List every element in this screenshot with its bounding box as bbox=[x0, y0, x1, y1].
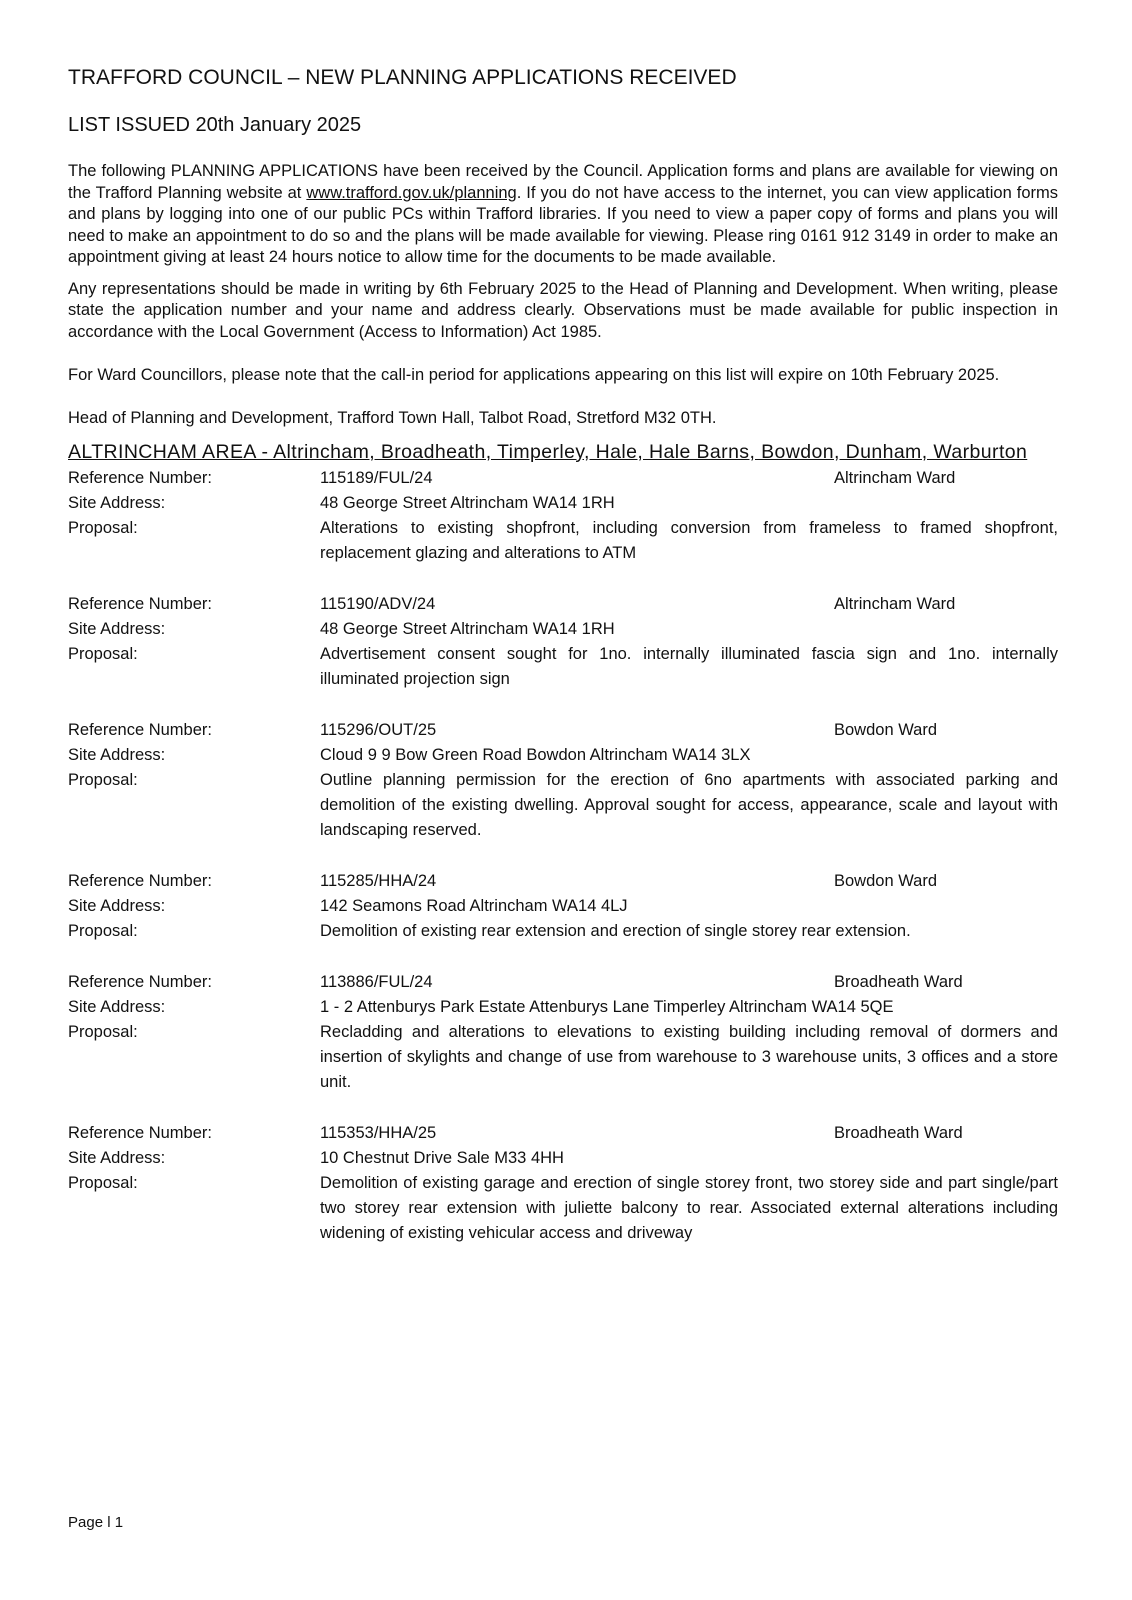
planning-website-link[interactable]: www.trafford.gov.uk/planning bbox=[306, 183, 517, 202]
site-label: Site Address: bbox=[68, 619, 166, 638]
reference-number: 115190/ADV/24 bbox=[320, 594, 436, 613]
reference-number: 115285/HHA/24 bbox=[320, 871, 437, 890]
application-entry bbox=[68, 592, 1058, 692]
page-title: TRAFFORD COUNCIL – NEW PLANNING APPLICATIONS RECEIVED bbox=[68, 66, 737, 89]
site-row bbox=[68, 617, 1058, 642]
proposal-label: Proposal: bbox=[68, 1173, 138, 1192]
reference-row bbox=[68, 970, 1058, 995]
site-label: Site Address: bbox=[68, 745, 166, 764]
proposal-row bbox=[68, 919, 1058, 944]
representations-paragraph: Any representations should be made in writing by 6th February 2025 to the Head of Planning and Development. When writing, please state the application number and your name and address clearly. Observations must be made available for public inspection in accordance with the Local Government (Access to Information) Act 1985. bbox=[68, 279, 1058, 341]
intro-paragraph bbox=[68, 161, 1058, 269]
ward-name: Bowdon Ward bbox=[834, 871, 938, 890]
office-address: Head of Planning and Development, Trafford Town Hall, Talbot Road, Stretford M32 0TH. bbox=[68, 408, 717, 427]
proposal-text: Advertisement consent sought for 1no. internally illuminated fascia sign and 1no. internally illuminated projection sign bbox=[320, 644, 1058, 688]
reference-number: 113886/FUL/24 bbox=[320, 972, 433, 991]
site-address: 142 Seamons Road Altrincham WA14 4LJ bbox=[320, 896, 628, 915]
document-page bbox=[68, 66, 1058, 1272]
reference-label: Reference Number: bbox=[68, 1123, 212, 1142]
proposal-row bbox=[68, 642, 1058, 692]
applications-list bbox=[68, 466, 1058, 1246]
site-row bbox=[68, 894, 1058, 919]
proposal-row bbox=[68, 516, 1058, 566]
application-entry bbox=[68, 466, 1058, 566]
call-in-paragraph: For Ward Councillors, please note that the call-in period for applications appearing on this list will expire on 10th February 2025. bbox=[68, 366, 1000, 384]
proposal-text: Demolition of existing rear extension and erection of single storey rear extension. bbox=[320, 921, 911, 940]
application-entry bbox=[68, 970, 1058, 1095]
site-address: 10 Chestnut Drive Sale M33 4HH bbox=[320, 1148, 564, 1167]
proposal-text: Recladding and alterations to elevations to existing building including removal of dormers and insertion of skylights and change of use from warehouse to 3 warehouse units, 3 offices and a store unit. bbox=[320, 1022, 1058, 1091]
intro-text-start: The following PLANNING APPLICATIONS have been received by the Council. Application forms and plans are available for viewing on the Trafford Planning website at bbox=[68, 162, 1058, 202]
ward-name: Broadheath Ward bbox=[834, 972, 963, 991]
site-label: Site Address: bbox=[68, 493, 166, 512]
reference-row bbox=[68, 1121, 1058, 1146]
proposal-label: Proposal: bbox=[68, 518, 138, 537]
reference-row bbox=[68, 592, 1058, 617]
proposal-text: Demolition of existing garage and erection of single storey front, two storey side and part single/part two storey rear extension with juliette balcony to rear. Associated external alterations including widening of existing vehicular access and driveway bbox=[320, 1173, 1058, 1242]
reference-label: Reference Number: bbox=[68, 871, 212, 890]
reference-number: 115353/HHA/25 bbox=[320, 1123, 437, 1142]
proposal-row bbox=[68, 768, 1058, 843]
site-row bbox=[68, 743, 1058, 768]
application-entry bbox=[68, 718, 1058, 843]
page-number: Page l 1 bbox=[68, 1514, 124, 1531]
site-address: 48 George Street Altrincham WA14 1RH bbox=[320, 619, 615, 638]
issue-date: LIST ISSUED 20th January 2025 bbox=[68, 114, 362, 136]
proposal-row bbox=[68, 1020, 1058, 1095]
ward-name: Bowdon Ward bbox=[834, 720, 938, 739]
reference-label: Reference Number: bbox=[68, 972, 212, 991]
reference-row bbox=[68, 466, 1058, 491]
reference-label: Reference Number: bbox=[68, 720, 212, 739]
site-address: 48 George Street Altrincham WA14 1RH bbox=[320, 493, 615, 512]
site-row bbox=[68, 995, 1058, 1020]
proposal-row bbox=[68, 1171, 1058, 1246]
application-entry bbox=[68, 869, 1058, 944]
proposal-text: Alterations to existing shopfront, including conversion from frameless to framed shopfront, replacement glazing and alterations to ATM bbox=[320, 518, 1058, 562]
area-heading: ALTRINCHAM AREA - Altrincham, Broadheath, Timperley, Hale, Hale Barns, Bowdon, Dunham, Warburton bbox=[68, 440, 1028, 463]
reference-label: Reference Number: bbox=[68, 468, 212, 487]
ward-name: Broadheath Ward bbox=[834, 1123, 963, 1142]
proposal-label: Proposal: bbox=[68, 770, 138, 789]
site-address: Cloud 9 9 Bow Green Road Bowdon Altrincham WA14 3LX bbox=[320, 745, 751, 764]
site-label: Site Address: bbox=[68, 997, 166, 1016]
proposal-label: Proposal: bbox=[68, 921, 138, 940]
reference-row bbox=[68, 718, 1058, 743]
ward-name: Altrincham Ward bbox=[834, 594, 956, 613]
reference-row bbox=[68, 869, 1058, 894]
proposal-label: Proposal: bbox=[68, 1022, 138, 1041]
reference-number: 115189/FUL/24 bbox=[320, 468, 433, 487]
site-row bbox=[68, 491, 1058, 516]
site-address: 1 - 2 Attenburys Park Estate Attenburys Lane Timperley Altrincham WA14 5QE bbox=[320, 997, 894, 1016]
site-label: Site Address: bbox=[68, 1148, 166, 1167]
site-label: Site Address: bbox=[68, 896, 166, 915]
proposal-text: Outline planning permission for the erection of 6no apartments with associated parking and demolition of the existing dwelling. Approval sought for access, appearance, scale and layout with landscaping reserved. bbox=[320, 770, 1058, 839]
reference-label: Reference Number: bbox=[68, 594, 212, 613]
site-row bbox=[68, 1146, 1058, 1171]
intro-text-end: . If you do not have access to the internet, you can view application forms and plans by logging into one of our public PCs within Trafford libraries. If you need to view a paper copy of forms and plans you will need to make an appointment to do so and the plans will be made available for viewing. Please ring 0161 912 3149 in order to make an appointment giving at least 24 hours notice to allow time for the documents to be made available. bbox=[68, 183, 1059, 266]
reference-number: 115296/OUT/25 bbox=[320, 720, 437, 739]
application-entry bbox=[68, 1121, 1058, 1246]
ward-name: Altrincham Ward bbox=[834, 468, 956, 487]
proposal-label: Proposal: bbox=[68, 644, 138, 663]
